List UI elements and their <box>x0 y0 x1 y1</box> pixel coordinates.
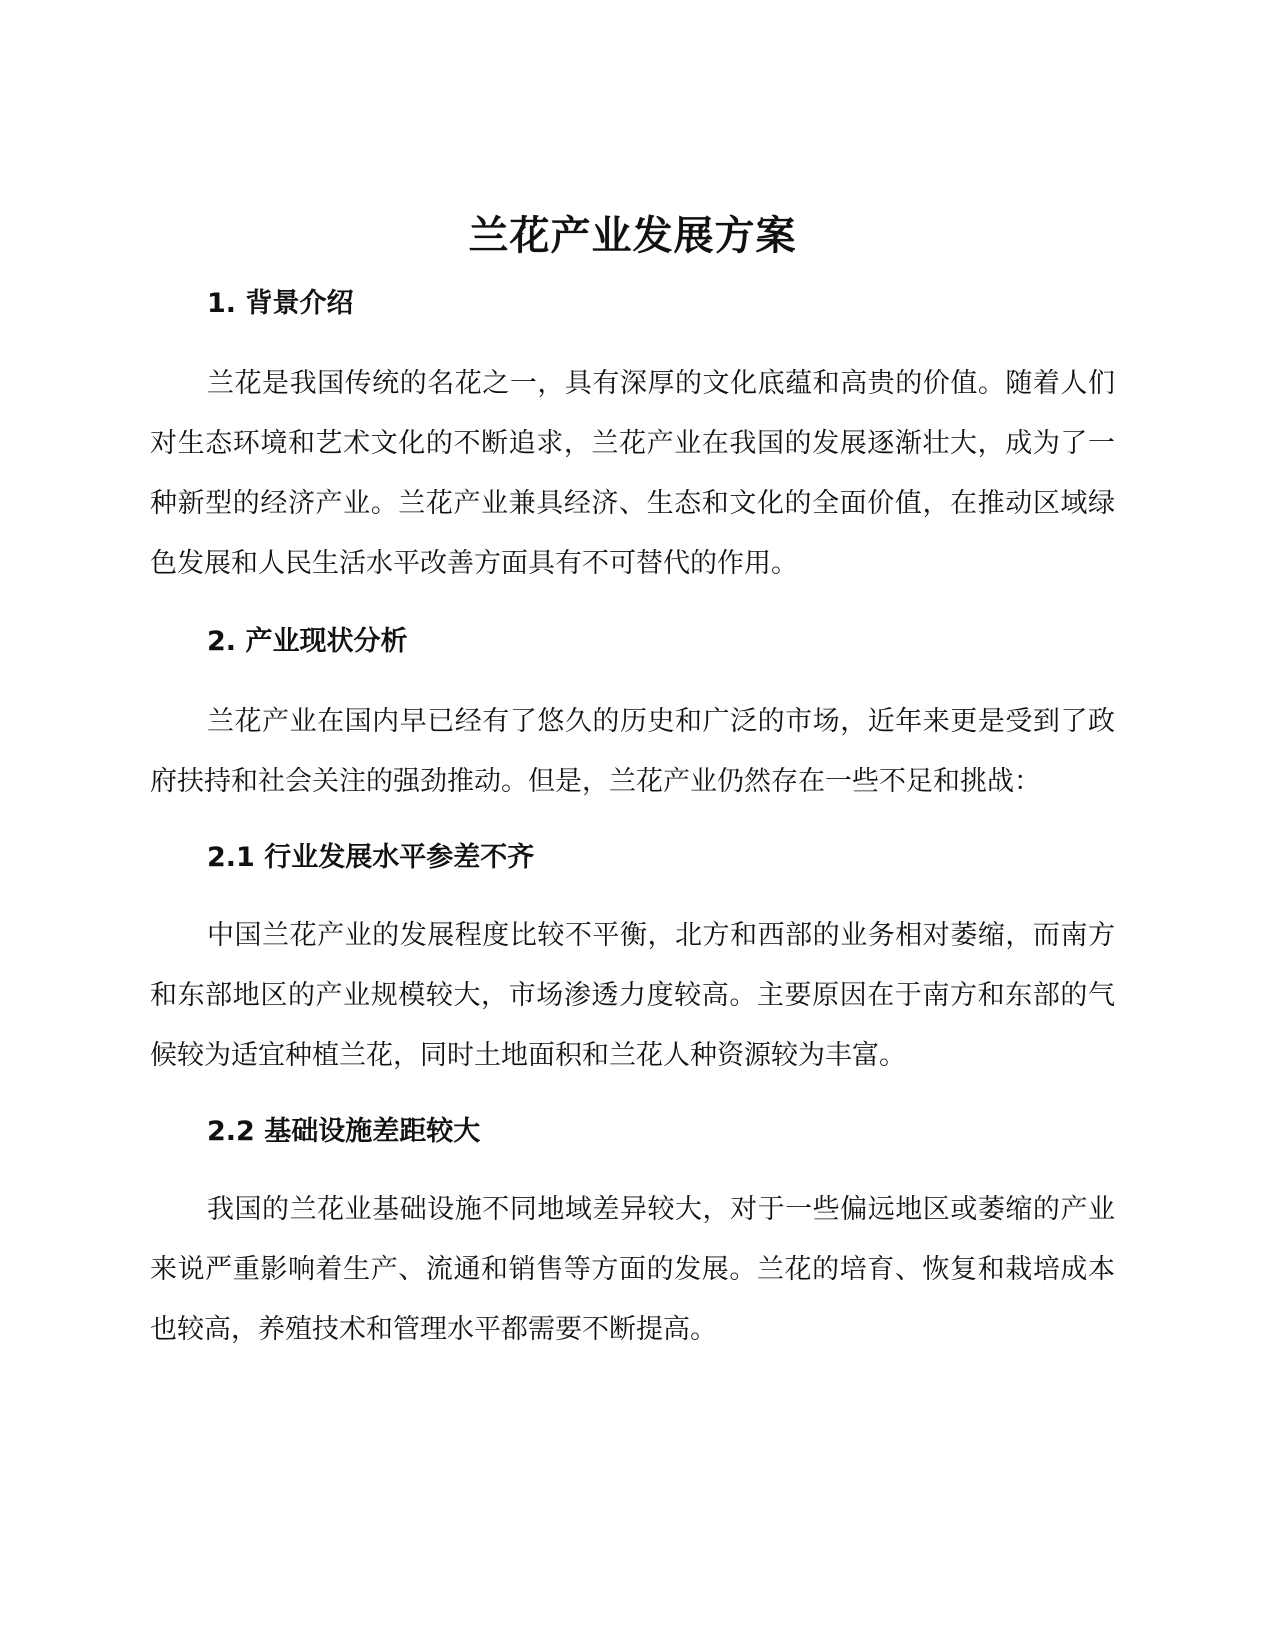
section-paragraph-industry-status: 兰花产业在国内早已经有了悠久的历史和广泛的市场，近年来更是受到了政府扶持和社会关注的强劲推动。但是，兰花产业仍然存在一些不足和挑战： <box>150 706 1115 797</box>
section-heading-industry-status: 2. 产业现状分析 <box>207 626 408 657</box>
section-heading-infrastructure: 2.2 基础设施差距较大 <box>207 1116 481 1147</box>
section-paragraph-development-level: 中国兰花产业的发展程度比较不平衡，北方和西部的业务相对萎缩，而南方和东部地区的产业规模较大，市场渗透力度较高。主要原因在于南方和东部的气候较为适宜种植兰花，同时土地面积和兰花人种资源较为丰富。 <box>150 920 1115 1071</box>
section-paragraph-infrastructure: 我国的兰花业基础设施不同地域差异较大，对于一些偏远地区或萎缩的产业来说严重影响着生产、流通和销售等方面的发展。兰花的培育、恢复和栽培成本也较高，养殖技术和管理水平都需要不断提高。 <box>150 1194 1115 1345</box>
document-page <box>150 210 1115 1360</box>
document-title: 兰花产业发展方案 <box>468 213 797 259</box>
section-paragraph-background: 兰花是我国传统的名花之一，具有深厚的文化底蕴和高贵的价值。随着人们对生态环境和艺术文化的不断追求，兰花产业在我国的发展逐渐壮大，成为了一种新型的经济产业。兰花产业兼具经济、生态和文化的全面价值，在推动区域绿色发展和人民生活水平改善方面具有不可替代的作用。 <box>150 368 1115 579</box>
section-heading-background: 1. 背景介绍 <box>207 288 354 319</box>
section-heading-development-level: 2.1 行业发展水平参差不齐 <box>207 842 535 873</box>
